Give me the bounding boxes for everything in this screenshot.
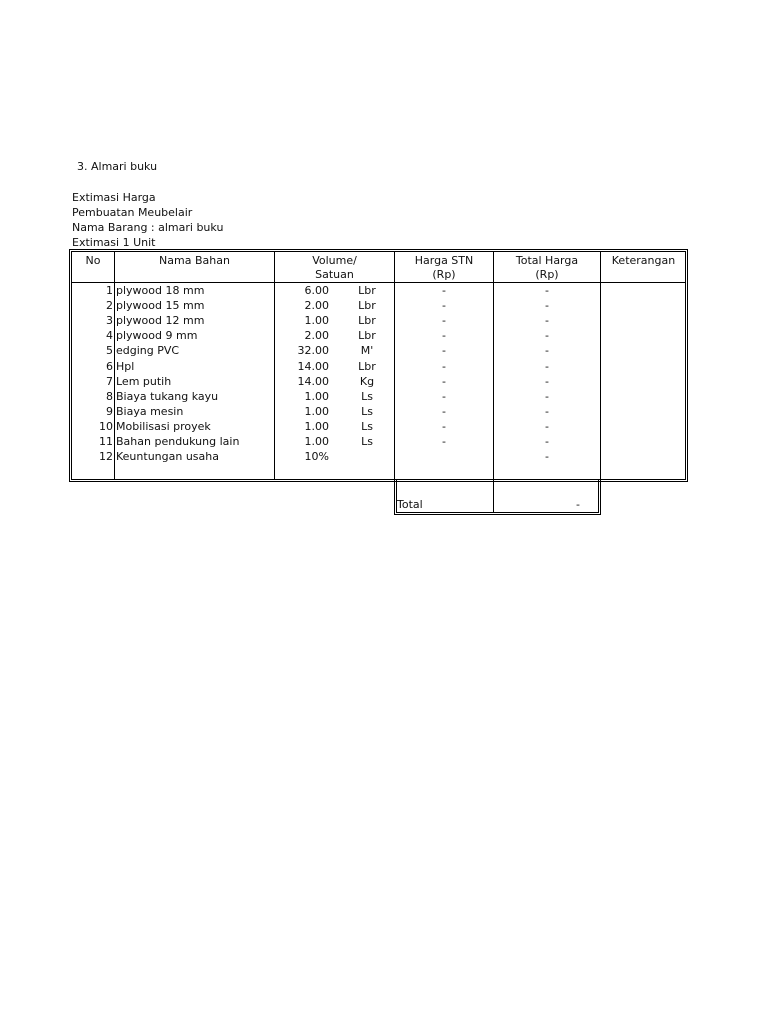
row-harga-stn: - bbox=[442, 344, 446, 357]
row-volume: 2.00 bbox=[304, 299, 329, 312]
col-divider-no bbox=[114, 252, 115, 480]
row-nama-bahan: plywood 18 mm bbox=[116, 284, 205, 297]
row-no: 10 bbox=[99, 420, 113, 433]
header-volume-line1: Volume/ bbox=[312, 254, 357, 267]
row-harga-stn: - bbox=[442, 420, 446, 433]
row-volume: 14.00 bbox=[297, 360, 329, 373]
row-no: 11 bbox=[99, 435, 113, 448]
row-nama-bahan: plywood 12 mm bbox=[116, 314, 205, 327]
row-volume: 1.00 bbox=[304, 314, 329, 327]
row-no: 2 bbox=[106, 299, 113, 312]
row-volume: 1.00 bbox=[304, 405, 329, 418]
row-total-harga: - bbox=[545, 284, 549, 297]
row-total-harga: - bbox=[545, 344, 549, 357]
row-total-harga: - bbox=[545, 450, 549, 463]
row-total-harga: - bbox=[545, 360, 549, 373]
row-no: 1 bbox=[106, 284, 113, 297]
header-volume-line2: Satuan bbox=[315, 268, 354, 281]
row-volume: 1.00 bbox=[304, 390, 329, 403]
row-nama-bahan: Bahan pendukung lain bbox=[116, 435, 240, 448]
row-harga-stn: - bbox=[442, 375, 446, 388]
row-total-harga: - bbox=[545, 329, 549, 342]
row-no: 6 bbox=[106, 360, 113, 373]
row-nama-bahan: Biaya mesin bbox=[116, 405, 184, 418]
row-no: 7 bbox=[106, 375, 113, 388]
row-total-harga: - bbox=[545, 375, 549, 388]
row-nama-bahan: Lem putih bbox=[116, 375, 172, 388]
header-total-line2: (Rp) bbox=[535, 268, 559, 281]
row-volume: 32.00 bbox=[297, 344, 329, 357]
row-volume: 14.00 bbox=[297, 375, 329, 388]
header-nama-bahan: Nama Bahan bbox=[159, 254, 230, 267]
row-total-harga: - bbox=[545, 390, 549, 403]
col-divider-total bbox=[600, 252, 601, 480]
row-total-harga: - bbox=[545, 435, 549, 448]
row-nama-bahan: plywood 9 mm bbox=[116, 329, 198, 342]
section-heading: 3. Almari buku bbox=[77, 160, 158, 173]
row-satuan: Kg bbox=[359, 375, 375, 388]
row-no: 12 bbox=[99, 450, 113, 463]
row-nama-bahan: Keuntungan usaha bbox=[116, 450, 219, 463]
row-nama-bahan: plywood 15 mm bbox=[116, 299, 205, 312]
row-satuan: Ls bbox=[361, 420, 373, 433]
row-satuan: Lbr bbox=[358, 299, 376, 312]
row-total-harga: - bbox=[545, 299, 549, 312]
header-total-line1: Total Harga bbox=[515, 254, 579, 267]
header-harga-line1: Harga STN bbox=[414, 254, 474, 267]
row-satuan: Ls bbox=[361, 435, 373, 448]
info-line-item-name: Nama Barang : almari buku bbox=[72, 221, 224, 234]
row-harga-stn: - bbox=[442, 329, 446, 342]
row-nama-bahan: edging PVC bbox=[116, 344, 180, 357]
info-line-estimate: Extimasi Harga bbox=[72, 191, 156, 204]
row-volume: 6.00 bbox=[304, 284, 329, 297]
row-harga-stn: - bbox=[442, 284, 446, 297]
row-no: 5 bbox=[106, 344, 113, 357]
header-no: No bbox=[85, 254, 101, 267]
row-volume: 1.00 bbox=[304, 420, 329, 433]
row-harga-stn: - bbox=[442, 390, 446, 403]
row-no: 3 bbox=[106, 314, 113, 327]
row-harga-stn: - bbox=[442, 360, 446, 373]
row-total-harga: - bbox=[545, 405, 549, 418]
row-harga-stn: - bbox=[442, 435, 446, 448]
row-harga-stn: - bbox=[442, 405, 446, 418]
row-no: 9 bbox=[106, 405, 113, 418]
row-nama-bahan: Biaya tukang kayu bbox=[116, 390, 219, 403]
row-nama-bahan: Mobilisasi proyek bbox=[116, 420, 211, 433]
row-total-harga: - bbox=[545, 314, 549, 327]
total-value: - bbox=[576, 498, 580, 511]
info-line-project: Pembuatan Meubelair bbox=[72, 206, 193, 219]
header-keterangan: Keterangan bbox=[611, 254, 676, 267]
row-satuan: Lbr bbox=[358, 360, 376, 373]
row-harga-stn: - bbox=[442, 299, 446, 312]
row-total-harga: - bbox=[545, 420, 549, 433]
row-satuan: Lbr bbox=[358, 329, 376, 342]
row-no: 4 bbox=[106, 329, 113, 342]
row-satuan: Lbr bbox=[358, 284, 376, 297]
row-volume: 1.00 bbox=[304, 435, 329, 448]
total-label: Total bbox=[397, 498, 423, 511]
row-harga-stn: - bbox=[442, 314, 446, 327]
row-volume: 2.00 bbox=[304, 329, 329, 342]
row-no: 8 bbox=[106, 390, 113, 403]
row-satuan: Ls bbox=[361, 390, 373, 403]
info-line-unit: Extimasi 1 Unit bbox=[72, 236, 156, 249]
row-satuan: Lbr bbox=[358, 314, 376, 327]
row-satuan: Ls bbox=[361, 405, 373, 418]
header-harga-line2: (Rp) bbox=[432, 268, 456, 281]
row-satuan: M' bbox=[360, 344, 374, 357]
row-volume: 10% bbox=[304, 450, 329, 463]
row-nama-bahan: Hpl bbox=[116, 360, 135, 373]
